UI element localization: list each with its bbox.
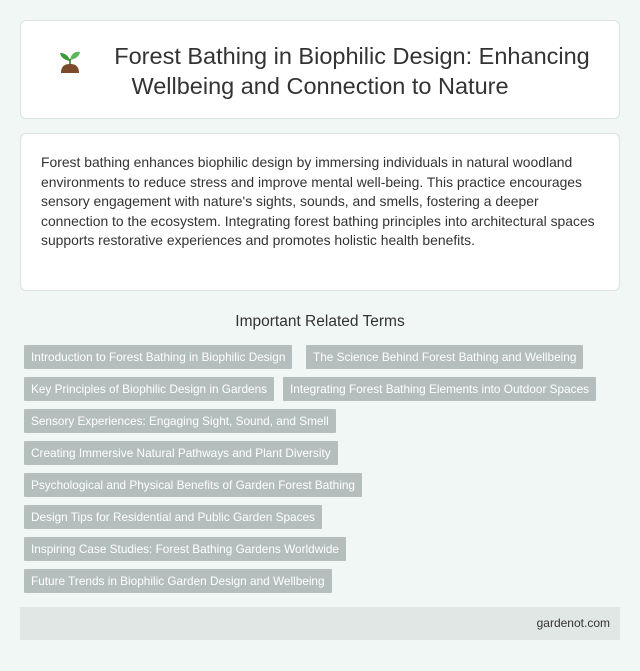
related-term-tag[interactable]: The Science Behind Forest Bathing and Wellbeing	[306, 345, 583, 369]
footer	[20, 607, 620, 640]
related-term-tag[interactable]: Psychological and Physical Benefits of Garden Forest Bathing	[24, 473, 362, 497]
related-terms-heading: Important Related Terms	[235, 313, 405, 330]
related-term-tag[interactable]: Creating Immersive Natural Pathways and Plant Diversity	[24, 441, 338, 465]
summary-text: Forest bathing enhances biophilic design by immersing individuals in natural woodland environments to reduce stress and improve mental well-being. This practice encourages sensory engagement with nature's sights, sounds, and smells, fostering a deeper connection to the ecosystem. Integrating forest bathing principles into architectural spaces supports restorative experiences and promotes holistic health benefits.	[41, 154, 595, 248]
related-term-tag[interactable]: Inspiring Case Studies: Forest Bathing Gardens Worldwide	[24, 537, 346, 561]
related-term-tag[interactable]: Key Principles of Biophilic Design in Gardens	[24, 377, 274, 401]
footer-site-link[interactable]: gardenot.com	[536, 616, 610, 630]
related-term-tag[interactable]: Design Tips for Residential and Public Garden Spaces	[24, 505, 322, 529]
related-term-tag[interactable]: Introduction to Forest Bathing in Biophilic Design	[24, 345, 292, 369]
related-term-tag[interactable]: Sensory Experiences: Engaging Sight, Sound, and Smell	[24, 409, 336, 433]
page-title: Forest Bathing in Biophilic Design: Enhancing Wellbeing and Connection to Nature	[114, 43, 590, 99]
related-term-tag[interactable]: Future Trends in Biophilic Garden Design and Wellbeing	[24, 569, 332, 593]
related-term-tag[interactable]: Integrating Forest Bathing Elements into Outdoor Spaces	[283, 377, 596, 401]
